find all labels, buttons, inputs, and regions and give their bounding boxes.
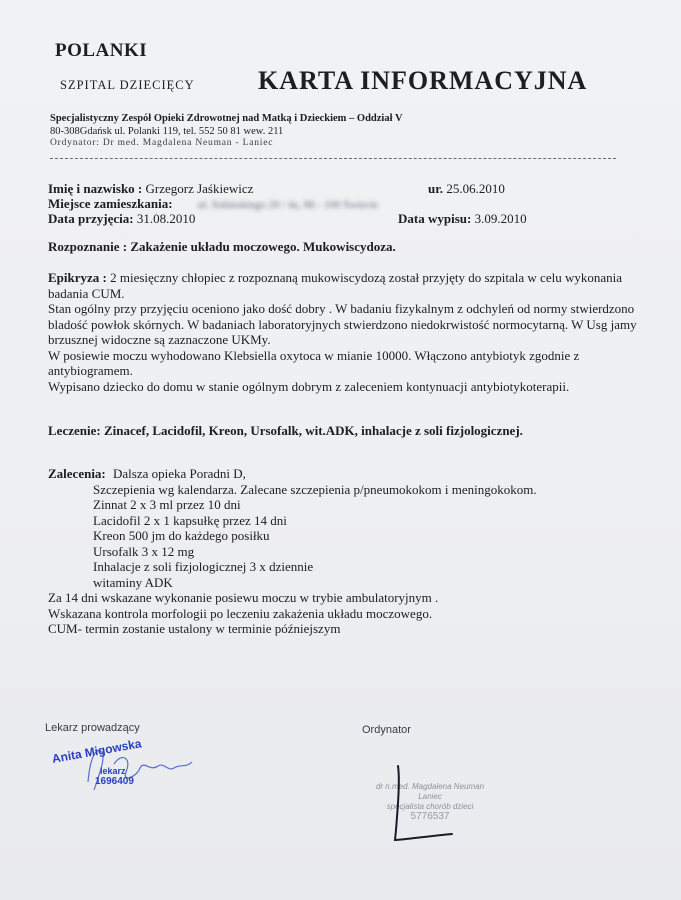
residence-label: Miejsce zamieszkania:	[48, 196, 173, 211]
epicrisis-line: Wypisano dziecko do domu w stanie ogólnym dobrym z zaleceniem kontynuacji antybiotykoterapii.	[48, 378, 570, 394]
recommendation-item: Wskazana kontrola morfologii po leczeniu zakażenia układu moczowego.	[48, 605, 433, 621]
diagnosis-value: Zakażenie układu moczowego. Mukowiscydoza.	[130, 239, 396, 254]
ordinator-label: Ordynator	[362, 724, 411, 736]
birth-row	[428, 181, 505, 197]
recommendations-section	[48, 466, 537, 637]
recommendation-item: Inhalacje z soli fizjologicznej 3 x dziennie	[93, 559, 314, 574]
patient-name-label: Imię i nazwisko :	[48, 181, 143, 196]
ordinator-line: Ordynator: Dr med. Magdalena Neuman - Laniec	[50, 138, 274, 148]
birth-date: 25.06.2010	[446, 181, 505, 196]
physician-stamp-number: 1696409	[95, 776, 134, 787]
ordinator-signature	[380, 760, 460, 850]
physician-stamp-role: lekarz	[100, 766, 126, 776]
birth-label: ur.	[428, 181, 444, 196]
attending-physician-label: Lekarz prowadzący	[45, 722, 140, 734]
discharge-label: Data wypisu:	[398, 211, 472, 226]
epicrisis-label: Epikryza :	[48, 270, 107, 285]
residence-value: ul. Sobieskiego 20 / 4a, 86 - 100 Świecie	[197, 199, 379, 211]
diagnosis-label: Rozpoznanie :	[48, 239, 128, 254]
diagnosis-row	[48, 239, 396, 255]
residence-row	[48, 196, 378, 212]
discharge-row	[398, 211, 527, 227]
treatment-label: Leczenie:	[48, 423, 101, 438]
physician-stamp	[40, 738, 200, 798]
hospital-unit: Specjalistyczny Zespół Opieki Zdrowotnej nad Matką i Dzieckiem – Oddział V	[50, 113, 403, 124]
epicrisis-section	[48, 270, 638, 394]
recommendation-item: Zalecenia: Dalsza opieka Poradni D,	[48, 466, 246, 481]
recommendation-item: Lacidofil 2 x 1 kapsułkę przez 14 dni	[93, 512, 287, 528]
patient-name: Grzegorz Jaśkiewicz	[145, 181, 254, 196]
epicrisis-line: Epikryza : 2 miesięczny chłopiec z rozpoznaną mukowiscydozą został przyjęty do szpitala w celu wykonania badania CUM.	[48, 270, 622, 301]
ordinator-stamp-role: specjalista chorób dzieci	[386, 802, 474, 811]
hospital-city: POLANKI	[55, 40, 148, 61]
recommendation-item: Zinnat 2 x 3 ml przez 10 dni	[93, 497, 241, 512]
patient-name-row	[48, 181, 253, 197]
recommendation-item: Za 14 dni wskazane wykonanie posiewu moczu w trybie ambulatoryjnym .	[48, 590, 439, 605]
hospital-name: SZPITAL DZIECIĘCY	[60, 78, 195, 92]
header-divider	[50, 158, 616, 159]
recommendation-item: Szczepienia wg kalendarza. Zalecane szczepienia p/pneumokokom i meningokokom.	[93, 481, 537, 497]
recommendation-item: Ursofalk 3 x 12 mg	[93, 543, 195, 559]
treatment-value: Zinacef, Lacidofil, Kreon, Ursofalk, wit.ADK, inhalacje z soli fizjologicznej.	[103, 423, 523, 438]
recommendations-label: Zalecenia:	[48, 466, 106, 481]
hospital-address: 80-308Gdańsk ul. Polanki 119, tel. 552 50 81 wew. 211	[50, 126, 284, 137]
admission-label: Data przyjęcia:	[48, 211, 134, 226]
ordinator-stamp-number: 5776537	[410, 811, 450, 822]
ordinator-stamp-name: dr n.med. Magdalena Neuman Laniec	[375, 782, 485, 801]
recommendation-item: witaminy ADK	[93, 574, 173, 590]
epicrisis-line: W posiewie moczu wyhodowano Klebsiella oxytoca w mianie 10000. Włączono antybiotyk zgodnie z antybiogramem.	[48, 347, 580, 378]
physician-stamp-name: Anita Migowska	[50, 736, 143, 766]
recommendation-item: Kreon 500 jm do każdego posiłku	[93, 528, 270, 543]
admission-row	[48, 211, 195, 227]
recommendation-item: CUM- termin zostanie ustalony w terminie późniejszym	[48, 621, 341, 636]
document-title: KARTA INFORMACYJNA	[258, 66, 588, 95]
treatment-row	[48, 423, 523, 439]
discharge-date: 3.09.2010	[474, 211, 527, 226]
epicrisis-line: Stan ogólny przy przyjęciu oceniono jako dość dobry . W badaniu fizykalnym z odchyleń od normy stwierdzono bladość powłok skórnych. W badaniach laboratoryjnych stwierdzono niedokrwistość normocytarną. W Usg jamy brzusznej widoczne są zaznaczone UKMy.	[48, 301, 637, 347]
admission-date: 31.08.2010	[136, 211, 196, 226]
